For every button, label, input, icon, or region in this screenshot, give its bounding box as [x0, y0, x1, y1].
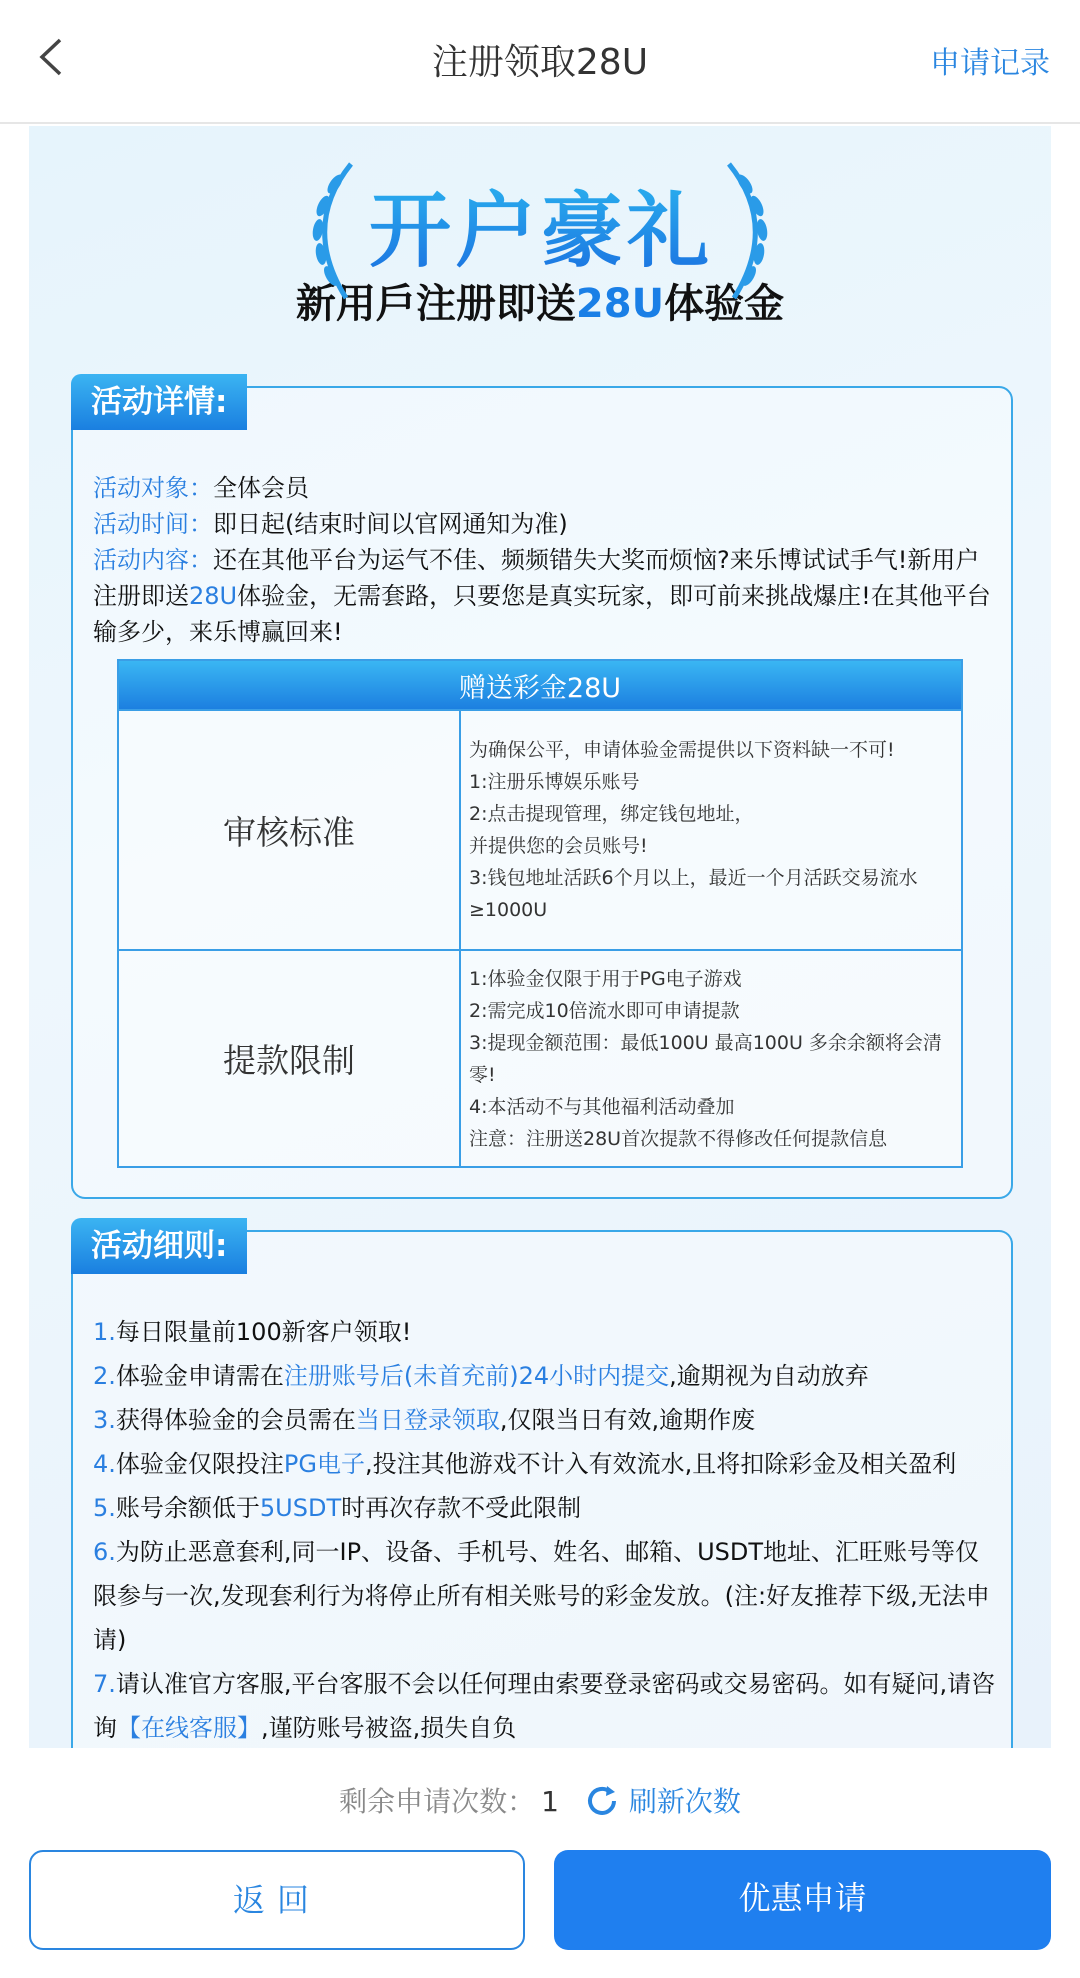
- remain-count-row: [0, 1780, 1080, 1820]
- rule-highlight: 当日登录领取: [355, 1406, 500, 1434]
- rule-text: ,仅限当日有效,逾期作废: [499, 1406, 756, 1434]
- rule-text: ,谨防账号被盗,损失自负: [261, 1714, 517, 1742]
- value: 即日起(结束时间以官网通知为准): [213, 510, 568, 538]
- table-row: [118, 710, 962, 950]
- rule-text: ,投注其他游戏不计入有效流水,且将扣除彩金及相关盈利: [364, 1450, 957, 1478]
- line: 2:需完成10倍流水即可申请提款: [469, 999, 740, 1022]
- subtitle-text: 新用戶注册即送: [295, 281, 576, 327]
- rules-tag: 活动细则:: [71, 1218, 247, 1274]
- rule-text: 5.: [93, 1494, 116, 1522]
- rule-text: 为防止恶意套利,同一IP、设备、手机号、姓名、邮箱、USDT地址、汇旺账号等仅限参与一次,发现套利行为将停止所有相关账号的彩金发放。(注:好友推荐下级,无法申请): [93, 1538, 990, 1654]
- rules-list: [93, 1310, 1001, 1750]
- promo-banner: [29, 126, 1051, 1766]
- line: 3:钱包地址活跃6个月以上，最近一个月活跃交易流水≥1000U: [469, 867, 918, 921]
- details-tag: 活动详情:: [71, 374, 247, 430]
- rule-text: 1.: [93, 1318, 116, 1346]
- rule-text: 4.: [93, 1450, 116, 1478]
- line: 1:注册乐博娱乐账号: [469, 771, 640, 793]
- value: 体验金，无需套路，只要您是真实玩家，即可前来挑战爆庄!在其他平台输多少，来乐博赢回来!: [93, 582, 991, 646]
- remain-count: 1: [541, 1785, 559, 1818]
- apply-button[interactable]: 优惠申请: [554, 1850, 1051, 1950]
- laurel-left-icon: [291, 156, 371, 306]
- refresh-label: 刷新次数: [628, 1785, 741, 1818]
- line: 2:点击提现管理，绑定钱包地址，: [469, 803, 754, 825]
- table-header: 赠送彩金28U: [118, 660, 962, 710]
- label: 活动时间：: [93, 510, 213, 538]
- back-button[interactable]: 返回: [29, 1850, 525, 1950]
- rule-item: [93, 1398, 1001, 1442]
- rule-highlight: 5USDT: [259, 1494, 342, 1522]
- rule-text: 6.: [93, 1538, 116, 1566]
- rule-text: 7.: [93, 1670, 116, 1698]
- row-label: 审核标准: [118, 710, 460, 950]
- hero-title: 开户豪礼: [369, 166, 711, 283]
- refresh-icon: [583, 1782, 621, 1820]
- subtitle-highlight: 28U: [575, 281, 665, 327]
- line: 4:本活动不与其他福利活动叠加: [469, 1095, 735, 1118]
- refresh-button[interactable]: [583, 1785, 741, 1818]
- rules-section: [71, 1230, 1013, 1830]
- rule-highlight: 注册账号后(未首充前)24小时内提交: [283, 1362, 670, 1390]
- bonus-table: [117, 659, 963, 1168]
- label: 活动对象：: [93, 474, 213, 502]
- subtitle-text: 体验金: [664, 281, 785, 327]
- rule-text: 体验金仅限投注: [115, 1450, 284, 1478]
- rule-item: [93, 1486, 1001, 1530]
- laurel-right-icon: [709, 156, 789, 306]
- rule-highlight[interactable]: 【在线客服】: [117, 1714, 261, 1742]
- details-section: [71, 386, 1013, 1199]
- line: 为确保公平，申请体验金需提供以下资料缺一不可!: [469, 739, 895, 761]
- rule-text: 体验金申请需在: [115, 1362, 284, 1390]
- apply-records-link[interactable]: 申请记录: [930, 46, 1050, 81]
- value: 全体会员: [213, 474, 309, 502]
- line: 1:体验金仅限于用于PG电子游戏: [469, 967, 742, 990]
- label: 活动内容：: [93, 546, 213, 574]
- rule-item: [93, 1354, 1001, 1398]
- rule-text: 获得体验金的会员需在: [115, 1406, 356, 1434]
- details-body: [93, 470, 991, 650]
- rule-text: ,逾期视为自动放弃: [669, 1362, 869, 1390]
- rule-text: 账号余额低于: [115, 1494, 260, 1522]
- hero-subtitle: [29, 272, 1051, 329]
- rule-text: 每日限量前100新客户领取!: [115, 1318, 412, 1346]
- bottom-bar: [0, 1748, 1080, 1978]
- row-content: [460, 710, 962, 950]
- rule-text: 请认准官方客服,平台客服不会以任何理由索要登录密码或交易密码。如有疑问,请咨询: [93, 1670, 996, 1742]
- rule-text: 3.: [93, 1406, 116, 1434]
- rule-highlight: PG电子: [283, 1450, 365, 1478]
- rule-item: [93, 1530, 1001, 1662]
- row-content: [460, 950, 962, 1167]
- line: 并提供您的会员账号!: [469, 835, 648, 857]
- rule-text: 时再次存款不受此限制: [341, 1494, 582, 1522]
- value: 还在其他平台为运气不佳、频频错失大奖而烦恼?来乐博试试手气!新用户注册即送: [93, 546, 980, 610]
- row-label: 提款限制: [118, 950, 460, 1167]
- rule-text: 2.: [93, 1362, 116, 1390]
- nav-header: [0, 0, 1080, 124]
- table-row: [118, 950, 962, 1167]
- rule-item: [93, 1442, 1001, 1486]
- line: 3:提现金额范围：最低100U 最高100U 多余余额将会清零!: [469, 1031, 942, 1086]
- rule-item: [93, 1310, 1001, 1354]
- line: 注意：注册送28U首次提款不得修改任何提款信息: [469, 1127, 888, 1150]
- rule-item: [93, 1662, 1001, 1750]
- highlight: 28U: [189, 582, 238, 610]
- page-title: 注册领取28U: [431, 42, 649, 83]
- remain-label: 剩余申请次数：: [339, 1785, 536, 1818]
